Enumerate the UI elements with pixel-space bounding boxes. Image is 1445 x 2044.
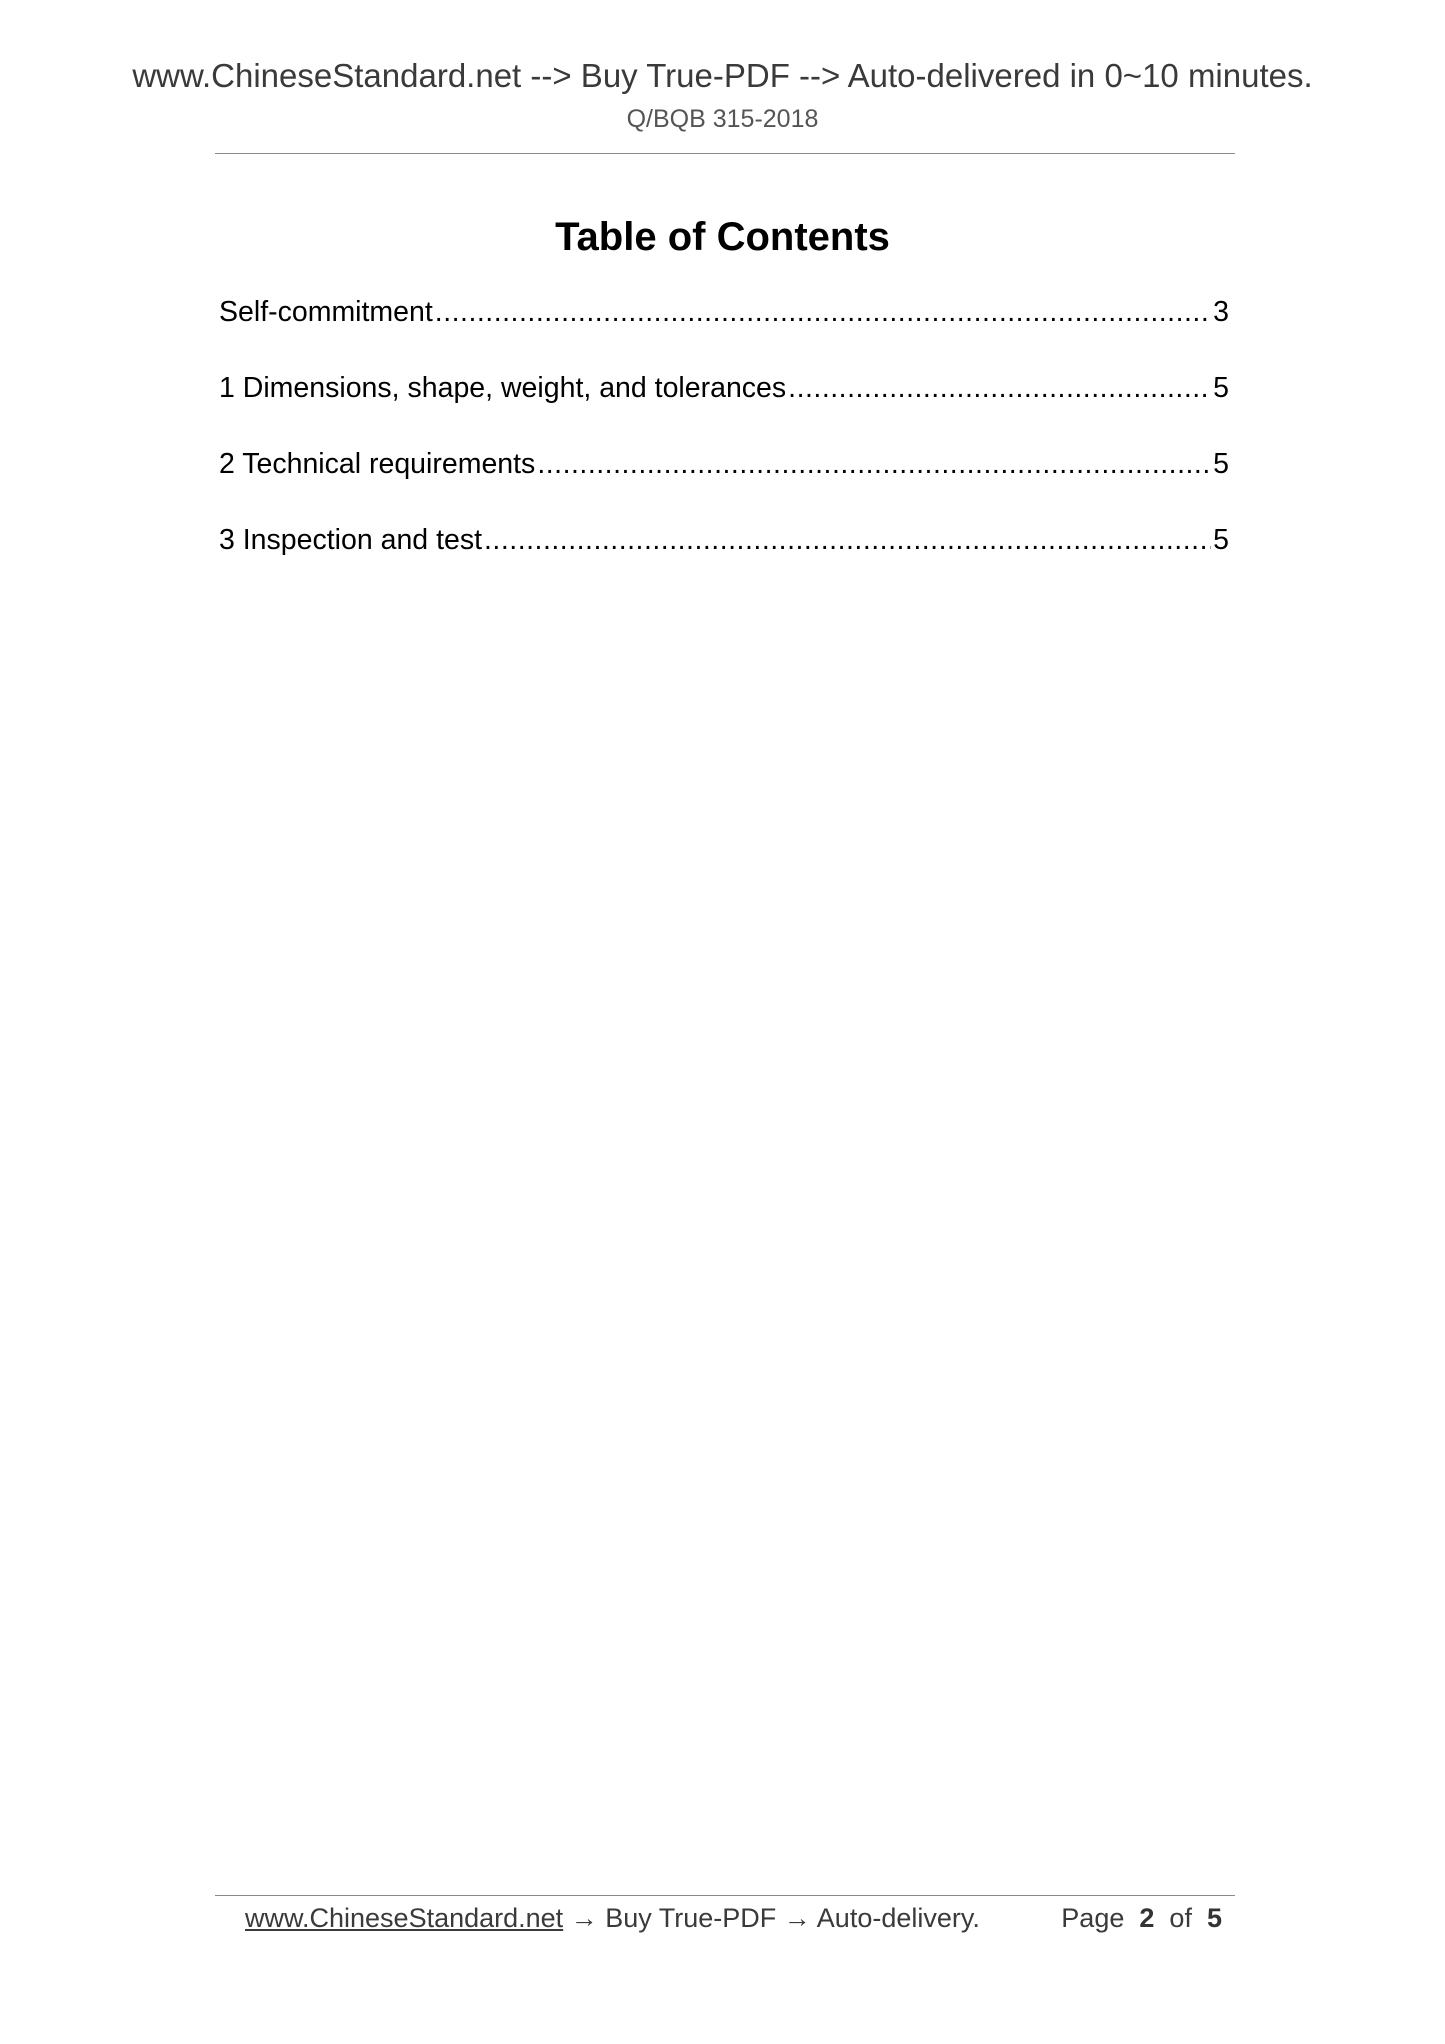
total-pages: 5 [1206, 1903, 1222, 1933]
footer-buy-text: Buy True-PDF [605, 1903, 777, 1933]
footer-delivery-text: Auto-delivery. [816, 1903, 980, 1933]
toc-entry-label: Self-commitment [219, 296, 433, 328]
toc-entry-inspection-and-test[interactable] [219, 520, 1229, 596]
of-word: of [1169, 1903, 1192, 1933]
toc-entry-page: 5 [1213, 524, 1229, 556]
toc-entry-dimensions[interactable] [219, 368, 1229, 444]
toc-entry-label: 1 Dimensions, shape, weight, and tolerances [219, 372, 787, 404]
footer-promo [245, 1898, 980, 1938]
toc-entry-page: 5 [1213, 372, 1229, 404]
site-banner: www.ChineseStandard.net --> Buy True-PDF --> Auto-delivered in 0~10 minutes. [132, 57, 1313, 94]
page-title: Table of Contents [555, 215, 890, 259]
page-word: Page [1061, 1903, 1125, 1933]
toc-entry-page: 5 [1213, 448, 1229, 480]
document-code: Q/BQB 315-2018 [626, 105, 819, 133]
toc-entry-label: 3 Inspection and test [219, 524, 483, 556]
toc-entry-technical-requirements[interactable] [219, 444, 1229, 520]
toc-list [219, 292, 1229, 596]
toc-entry-self-commitment[interactable] [219, 292, 1229, 368]
toc-entry-page: 3 [1213, 296, 1229, 328]
header-divider [215, 153, 1235, 154]
toc-dot-leader [537, 444, 1211, 484]
toc-dot-leader [435, 292, 1211, 332]
arrow-right-icon: → [783, 1903, 811, 1933]
toc-dot-leader [788, 368, 1211, 408]
toc-entry-label: 2 Technical requirements [219, 448, 536, 480]
site-link[interactable]: www.ChineseStandard.net [245, 1903, 564, 1933]
current-page: 2 [1139, 1903, 1155, 1933]
arrow-right-icon: → [570, 1903, 598, 1933]
page-number [1061, 1898, 1222, 1938]
page-footer [245, 1898, 1230, 1938]
footer-divider [215, 1895, 1235, 1896]
toc-dot-leader [484, 520, 1211, 560]
